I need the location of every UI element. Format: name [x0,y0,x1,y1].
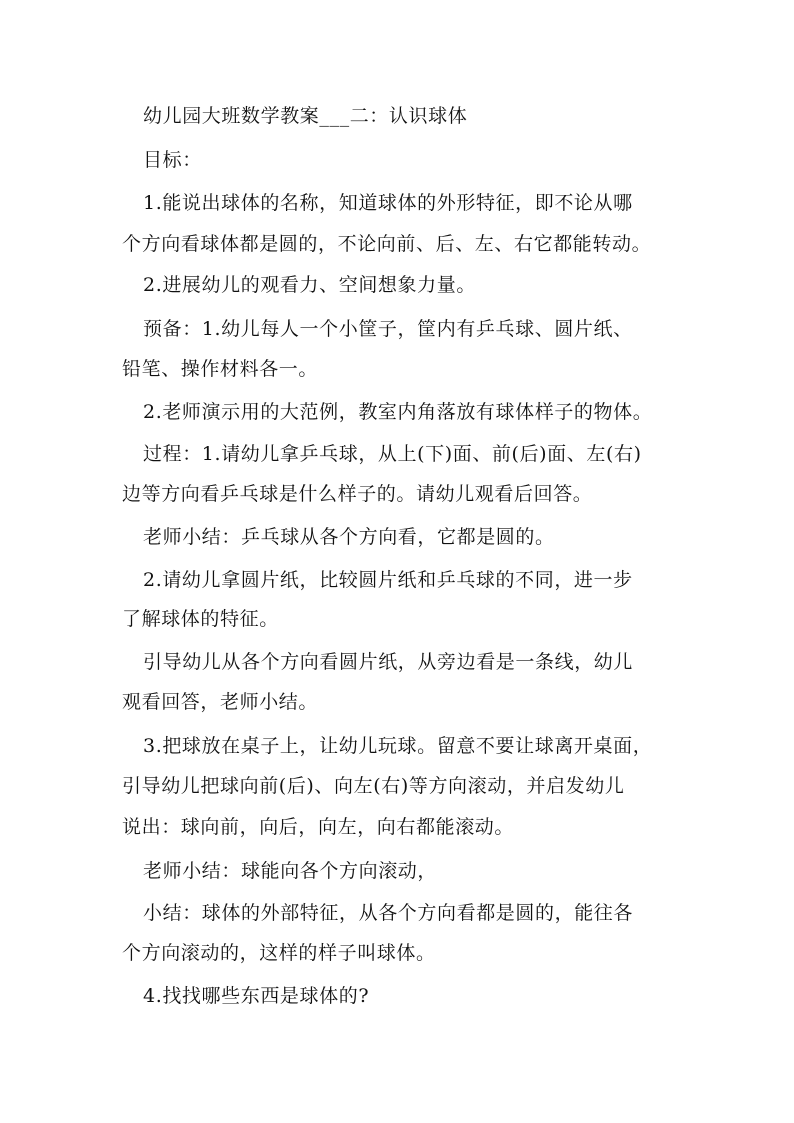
paragraph-line: 过程：1.请幼儿拿乒乓球，从上(下)面、前(后)面、左(右) [143,443,642,465]
paragraph-line: 个方向看球体都是圆的，不论向前、后、左、右它都能转动。 [122,233,652,255]
paragraph-line: 预备：1.幼儿每人一个小筐子，筐内有乒乓球、圆片纸、 [143,318,633,340]
paragraph-line: 观看回答，老师小结。 [122,691,319,713]
paragraph-line: 说出：球向前，向后，向左，向右都能滚动。 [122,816,515,838]
paragraph-line: 个方向滚动的，这样的样子叫球体。 [122,942,436,964]
paragraph-line: 老师小结：乒乓球从各个方向看，它都是圆的。 [143,526,555,548]
paragraph-line: 边等方向看乒乓球是什么样子的。请幼儿观看后回答。 [122,483,593,505]
paragraph-line: 2.请幼儿拿圆片纸，比较圆片纸和乒乓球的不同，进一步 [143,569,633,591]
paragraph-line: 老师小结：球能向各个方向滚动， [143,860,438,882]
paragraph-line: 小结：球体的外部特征，从各个方向看都是圆的，能往各 [143,902,634,924]
paragraph-line: 了解球体的特征。 [122,608,279,630]
paragraph-line: 铅笔、操作材料各一。 [122,358,319,380]
paragraph-line: 3.把球放在桌子上，让幼儿玩球。留意不要让球离开桌面， [143,735,653,757]
paragraph-line: 4.找找哪些东西是球体的? [143,985,370,1007]
paragraph-line: 2.进展幼儿的观看力、空间想象力量。 [143,274,476,296]
section-goal-heading: 目标： [143,149,202,171]
paragraph-line: 引导幼儿从各个方向看圆片纸，从旁边看是一条线，幼儿 [143,651,634,673]
document-title: 幼儿园大班数学教案___二：认识球体 [143,105,468,127]
paragraph-line: 引导幼儿把球向前(后)、向左(右)等方向滚动，并启发幼儿 [122,775,625,797]
paragraph-line: 2.老师演示用的大范例，教室内角落放有球体样子的物体。 [143,401,653,423]
paragraph-line: 1.能说出球体的名称，知道球体的外形特征，即不论从哪 [143,192,633,214]
